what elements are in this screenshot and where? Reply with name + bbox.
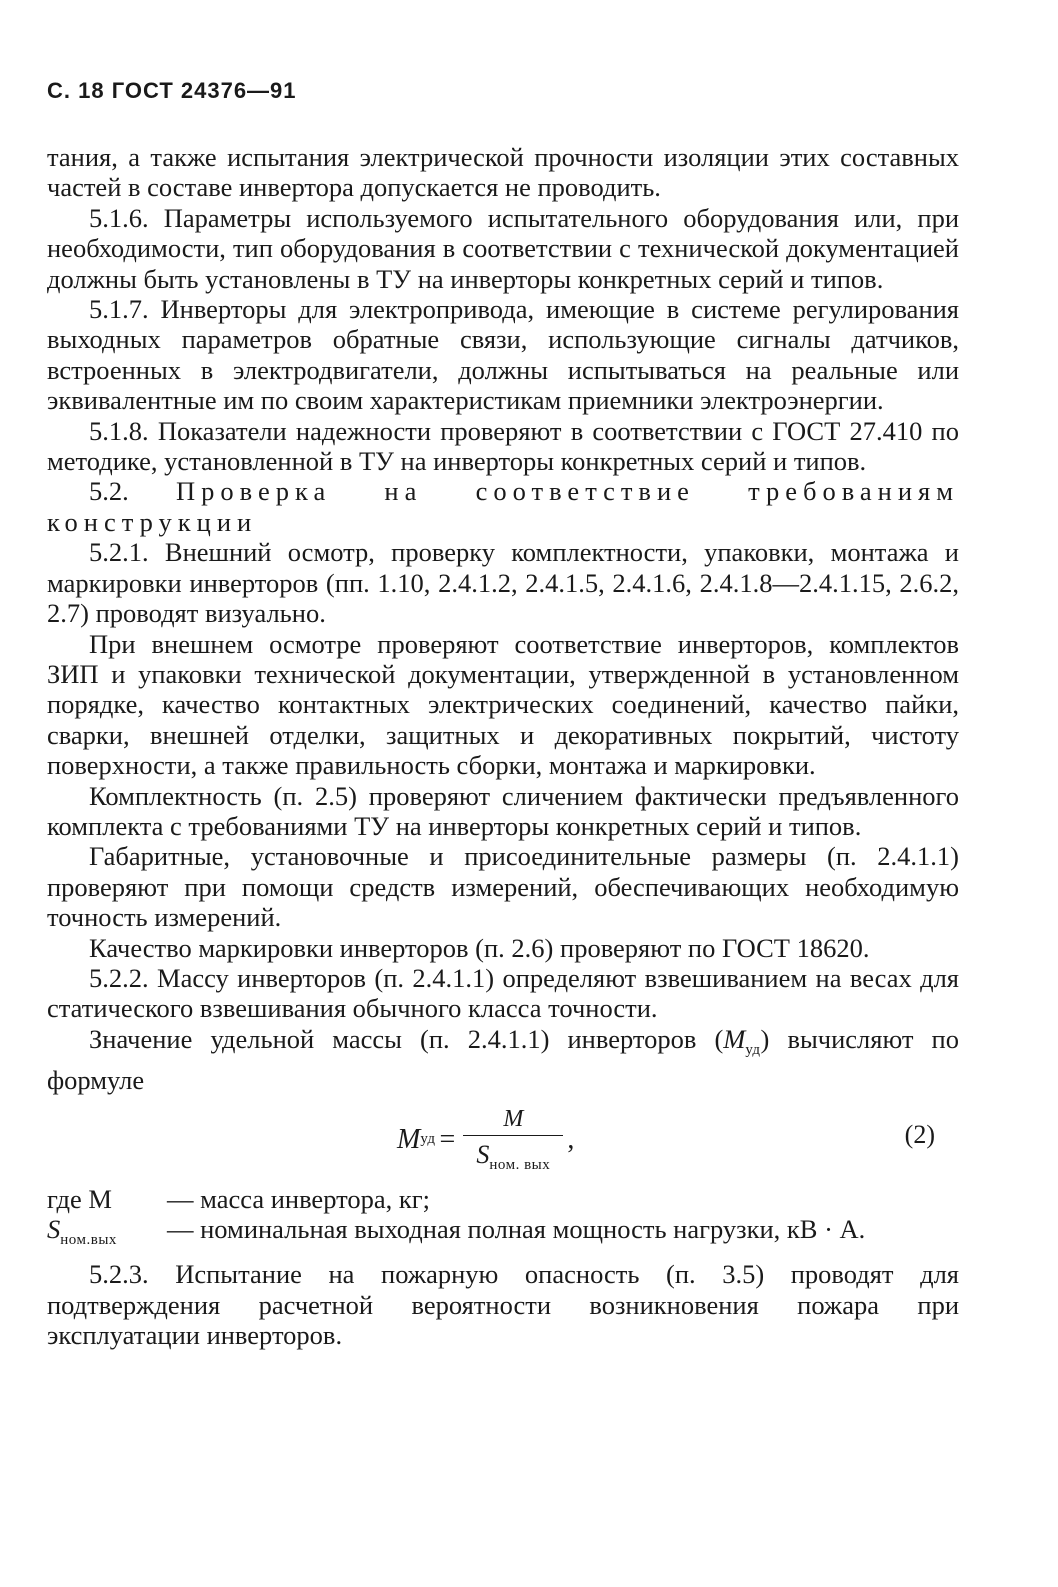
where-symbol-m: где M: [47, 1183, 112, 1214]
formula-numerator: M: [463, 1106, 563, 1136]
formula-comma: ,: [567, 1123, 575, 1155]
formula-equals: =: [439, 1123, 456, 1155]
formula-number: (2): [904, 1119, 935, 1149]
paragraph-5-2-2: 5.2.2. Массу инверторов (п. 2.4.1.1) определяют взвешиванием на весах для статического взвешивания обычного класса точности.: [47, 962, 959, 1024]
paragraph-marking-quality: Качество маркировки инверторов (п. 2.6) проверяют по ГОСТ 18620.: [89, 932, 870, 963]
section-title: Проверка на соответствие требованиям конструкции: [47, 476, 959, 537]
paragraph-5-2-1: 5.2.1. Внешний осмотр, проверку комплектности, упаковки, монтажа и маркировки инверторов (пп. 1.10, 2.4.1.2, 2.4.1.5, 2.4.1.6, 2.4.1.8—2.4.1.15, 2.6.2, 2.7) проводят визуально.: [47, 537, 959, 629]
paragraph-continuation: тания, а также испытания электрической прочности изоляции этих составных частей в составе инвертора допускается не проводить.: [47, 142, 959, 203]
where-text-m: — масса инвертора, кг;: [167, 1183, 430, 1214]
where-symbol-s-subscript: ном.вых: [60, 1232, 117, 1248]
paragraph-specific-mass: [47, 1024, 959, 1096]
paragraph-5-1-8: 5.1.8. Показатели надежности проверяют в соответствии с ГОСТ 27.410 по методике, установленной в ТУ на инверторы конкретных серий и типов.: [47, 415, 959, 477]
specific-mass-text-after: ) вычисляют по формуле: [47, 1023, 959, 1096]
formula-denominator-symbol: S: [476, 1139, 490, 1169]
paragraph-completeness: Комплектность (п. 2.5) проверяют сличением фактически предъявленного комплекта с требованиями ТУ на инверторы конкретных серий и типов.: [47, 780, 959, 841]
specific-mass-symbol: M: [723, 1023, 746, 1054]
where-symbol-s: [47, 1214, 167, 1255]
formula-fraction: [463, 1106, 563, 1174]
formula-lhs: M: [397, 1123, 421, 1155]
where-symbol-s-letter: S: [47, 1214, 61, 1244]
document-page: [47, 78, 959, 1351]
specific-mass-text-before: Значение удельной массы (п. 2.4.1.1) инверторов (: [89, 1023, 724, 1054]
section-heading-5-2: [47, 476, 959, 537]
page-header: С. 18 ГОСТ 24376—91: [47, 78, 297, 103]
paragraph-visual-inspection: При внешнем осмотре проверяют соответствие инверторов, комплектов ЗИП и упаковки технической документации, утвержденной в установленном порядке, качество контактных электрических соединений, качество пайки, сварки, внешней отделки, защитных и декоративных покрытий, чистоту поверхности, а также правильность сборки, монтажа и маркировки.: [47, 628, 959, 781]
section-number: 5.2.: [89, 476, 129, 507]
paragraph-5-2-3: 5.2.3. Испытание на пожарную опасность (п. 3.5) проводят для подтверждения расчетной вероятности возникновения пожара при эксплуатации инверторов.: [47, 1259, 959, 1351]
formula-block: [47, 1100, 959, 1184]
where-text-s: — номинальная выходная полная мощность нагрузки, кВ · А.: [167, 1214, 866, 1244]
paragraph-5-1-7: 5.1.7. Инверторы для электропривода, имеющие в системе регулирования выходных параметров обратные связи, использующие сигналы датчиков, встроенных в электродвигатели, должны испытываться на реальные или эквивалентные им по своим характеристикам приемники электроэнергии.: [47, 294, 959, 416]
paragraph-dimensions: Габаритные, установочные и присоединительные размеры (п. 2.4.1.1) проверяют при помощи средств измерений, обеспечивающих необходимую точность измерений.: [47, 841, 959, 933]
formula-denominator-subscript: ном. вых: [489, 1156, 551, 1173]
formula-2: [397, 1106, 574, 1174]
where-row-mass: [47, 1184, 959, 1214]
formula-denominator: [476, 1136, 550, 1174]
where-row-power: [47, 1214, 959, 1255]
paragraph-5-1-6: 5.1.6. Параметры используемого испытательного оборудования или, при необходимости, тип оборудования в соответствии с технической документацией должны быть установлены в ТУ на инверторы конкретных серий и типов.: [47, 202, 959, 294]
formula-lhs-subscript: уд: [420, 1131, 436, 1148]
specific-mass-subscript: уд: [745, 1041, 761, 1058]
